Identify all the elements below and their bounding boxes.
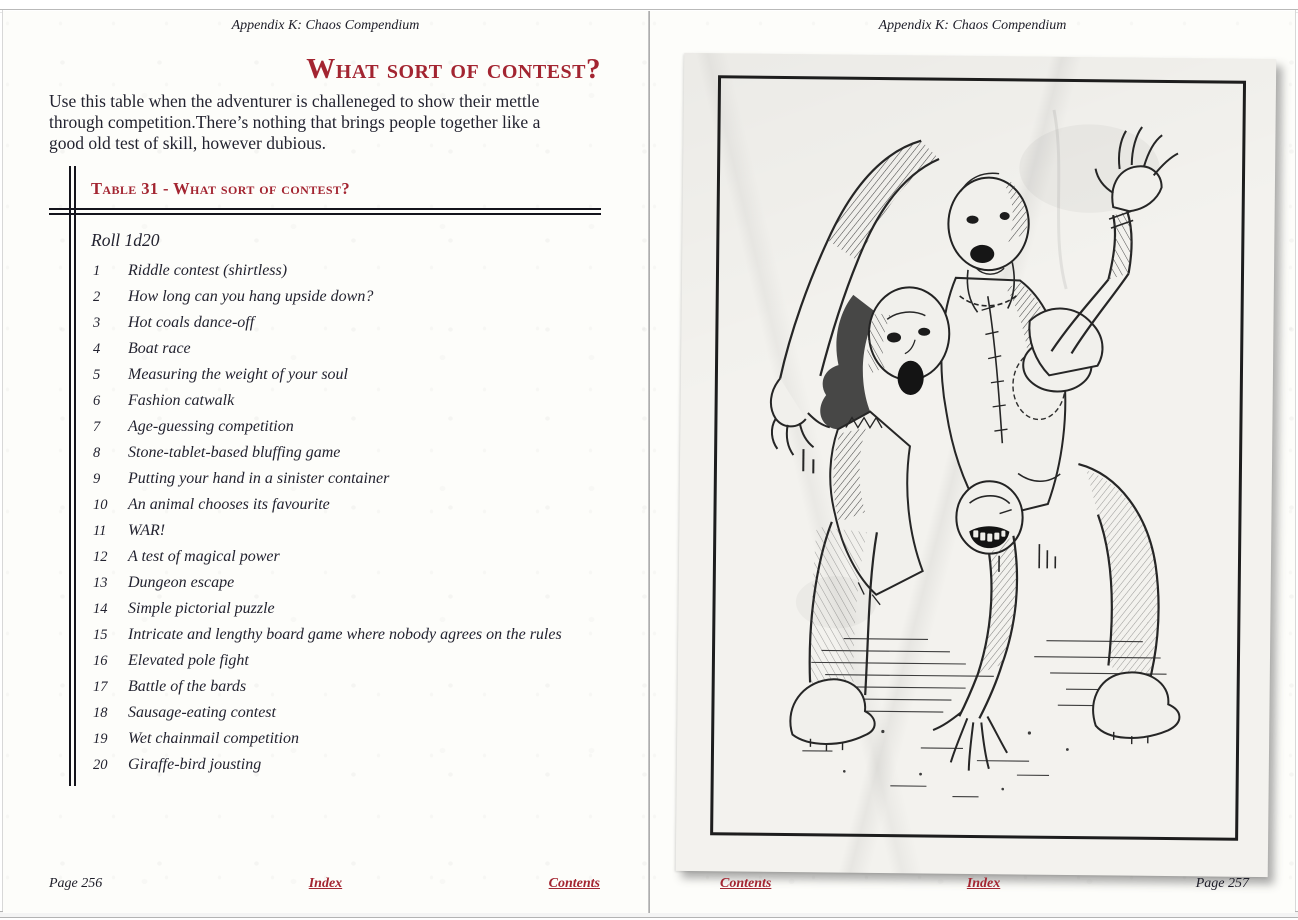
table-row: [49, 544, 601, 570]
page-number: Page 257: [1195, 876, 1249, 891]
roll-result: A test of magical power: [128, 548, 280, 566]
roll-result: Boat race: [128, 340, 191, 358]
table-row: [49, 674, 601, 700]
roll-number: 11: [93, 523, 107, 540]
page-right: [650, 11, 1295, 913]
table-row: [49, 440, 601, 466]
table-left-double-rule: [69, 166, 76, 786]
page-left: [3, 11, 648, 913]
table-row: [49, 258, 601, 284]
roll-result: Fashion catwalk: [128, 392, 235, 410]
roll-number: 7: [93, 419, 101, 436]
table-row: [49, 310, 601, 336]
footer-left-page: [49, 876, 600, 892]
roll-number: 9: [93, 471, 101, 488]
roll-result: Hot coals dance-off: [128, 314, 255, 332]
roll-number: 6: [93, 393, 101, 410]
roll-result: Wet chainmail competition: [128, 730, 299, 748]
roll-label: Roll 1d20: [91, 230, 160, 251]
table-row: [49, 336, 601, 362]
roll-result: Dungeon escape: [128, 574, 235, 592]
table-row: [49, 492, 601, 518]
roll-number: 2: [93, 289, 101, 306]
table-row: [49, 362, 601, 388]
table-row: [49, 414, 601, 440]
viewer-right-edge: [1295, 10, 1296, 913]
running-header: Appendix K: Chaos Compendium: [878, 18, 1067, 33]
contents-link[interactable]: Contents: [720, 876, 772, 891]
table-row: [49, 466, 601, 492]
roll-number: 20: [93, 757, 108, 774]
roll-number: 12: [93, 549, 108, 566]
roll-result: Stone-tablet-based bluffing game: [128, 444, 341, 462]
roll-result: Measuring the weight of your soul: [128, 366, 348, 384]
roll-result: Putting your hand in a sinister container: [128, 470, 390, 488]
roll-number: 3: [93, 315, 101, 332]
creature-illustration: [713, 78, 1243, 837]
roll-number: 19: [93, 731, 108, 748]
roll-number: 17: [93, 679, 108, 696]
roll-table-rows: [49, 258, 601, 786]
table-row: [49, 648, 601, 674]
running-header: Appendix K: Chaos Compendium: [231, 18, 420, 33]
roll-result: Intricate and lengthy board game where nobody agrees on the rules: [128, 626, 562, 644]
roll-number: 5: [93, 367, 101, 384]
table-row: [49, 726, 601, 752]
table-row: [49, 700, 601, 726]
roll-result: Age-guessing competition: [128, 418, 294, 436]
intro-paragraph: Use this table when the adventurer is challeneged to show their mettle through competition.There’s nothing that brings people together like a good old test of skill, however dubious.: [49, 91, 541, 154]
roll-number: 15: [93, 627, 108, 644]
illustration-frame: [710, 75, 1246, 840]
roll-number: 13: [93, 575, 108, 592]
roll-number: 18: [93, 705, 108, 722]
footer-right-page: [720, 876, 1249, 892]
contents-link[interactable]: Contents: [548, 876, 600, 891]
roll-result: Elevated pole fight: [128, 652, 249, 670]
roll-number: 16: [93, 653, 108, 670]
table-caption: Table 31 - What sort of contest?: [91, 179, 351, 199]
roll-result: Simple pictorial puzzle: [128, 600, 275, 618]
table-row: [49, 752, 601, 778]
index-link[interactable]: Index: [966, 876, 1001, 891]
roll-number: 14: [93, 601, 108, 618]
table-row: [49, 622, 601, 648]
roll-result: Sausage-eating contest: [128, 704, 276, 722]
scanned-illustration-sheet: [676, 53, 1277, 877]
roll-result: Riddle contest (shirtless): [128, 262, 288, 280]
page-number: Page 256: [49, 876, 103, 891]
table-row: [49, 570, 601, 596]
roll-result: An animal chooses its favourite: [128, 496, 330, 514]
roll-number: 8: [93, 445, 101, 462]
table-row: [49, 284, 601, 310]
table-row: [49, 518, 601, 544]
page-title: What sort of contest?: [306, 53, 601, 85]
roll-number: 1: [93, 263, 101, 280]
table-row: [49, 388, 601, 414]
table-double-rule: [49, 208, 601, 215]
roll-number: 10: [93, 497, 108, 514]
roll-result: How long can you hang upside down?: [128, 288, 374, 306]
index-link[interactable]: Index: [308, 876, 343, 891]
table-row: [49, 596, 601, 622]
roll-table: [49, 166, 601, 786]
roll-number: 4: [93, 341, 101, 358]
roll-result: Giraffe-bird jousting: [128, 756, 262, 774]
roll-result: WAR!: [128, 522, 166, 540]
roll-result: Battle of the bards: [128, 678, 247, 696]
